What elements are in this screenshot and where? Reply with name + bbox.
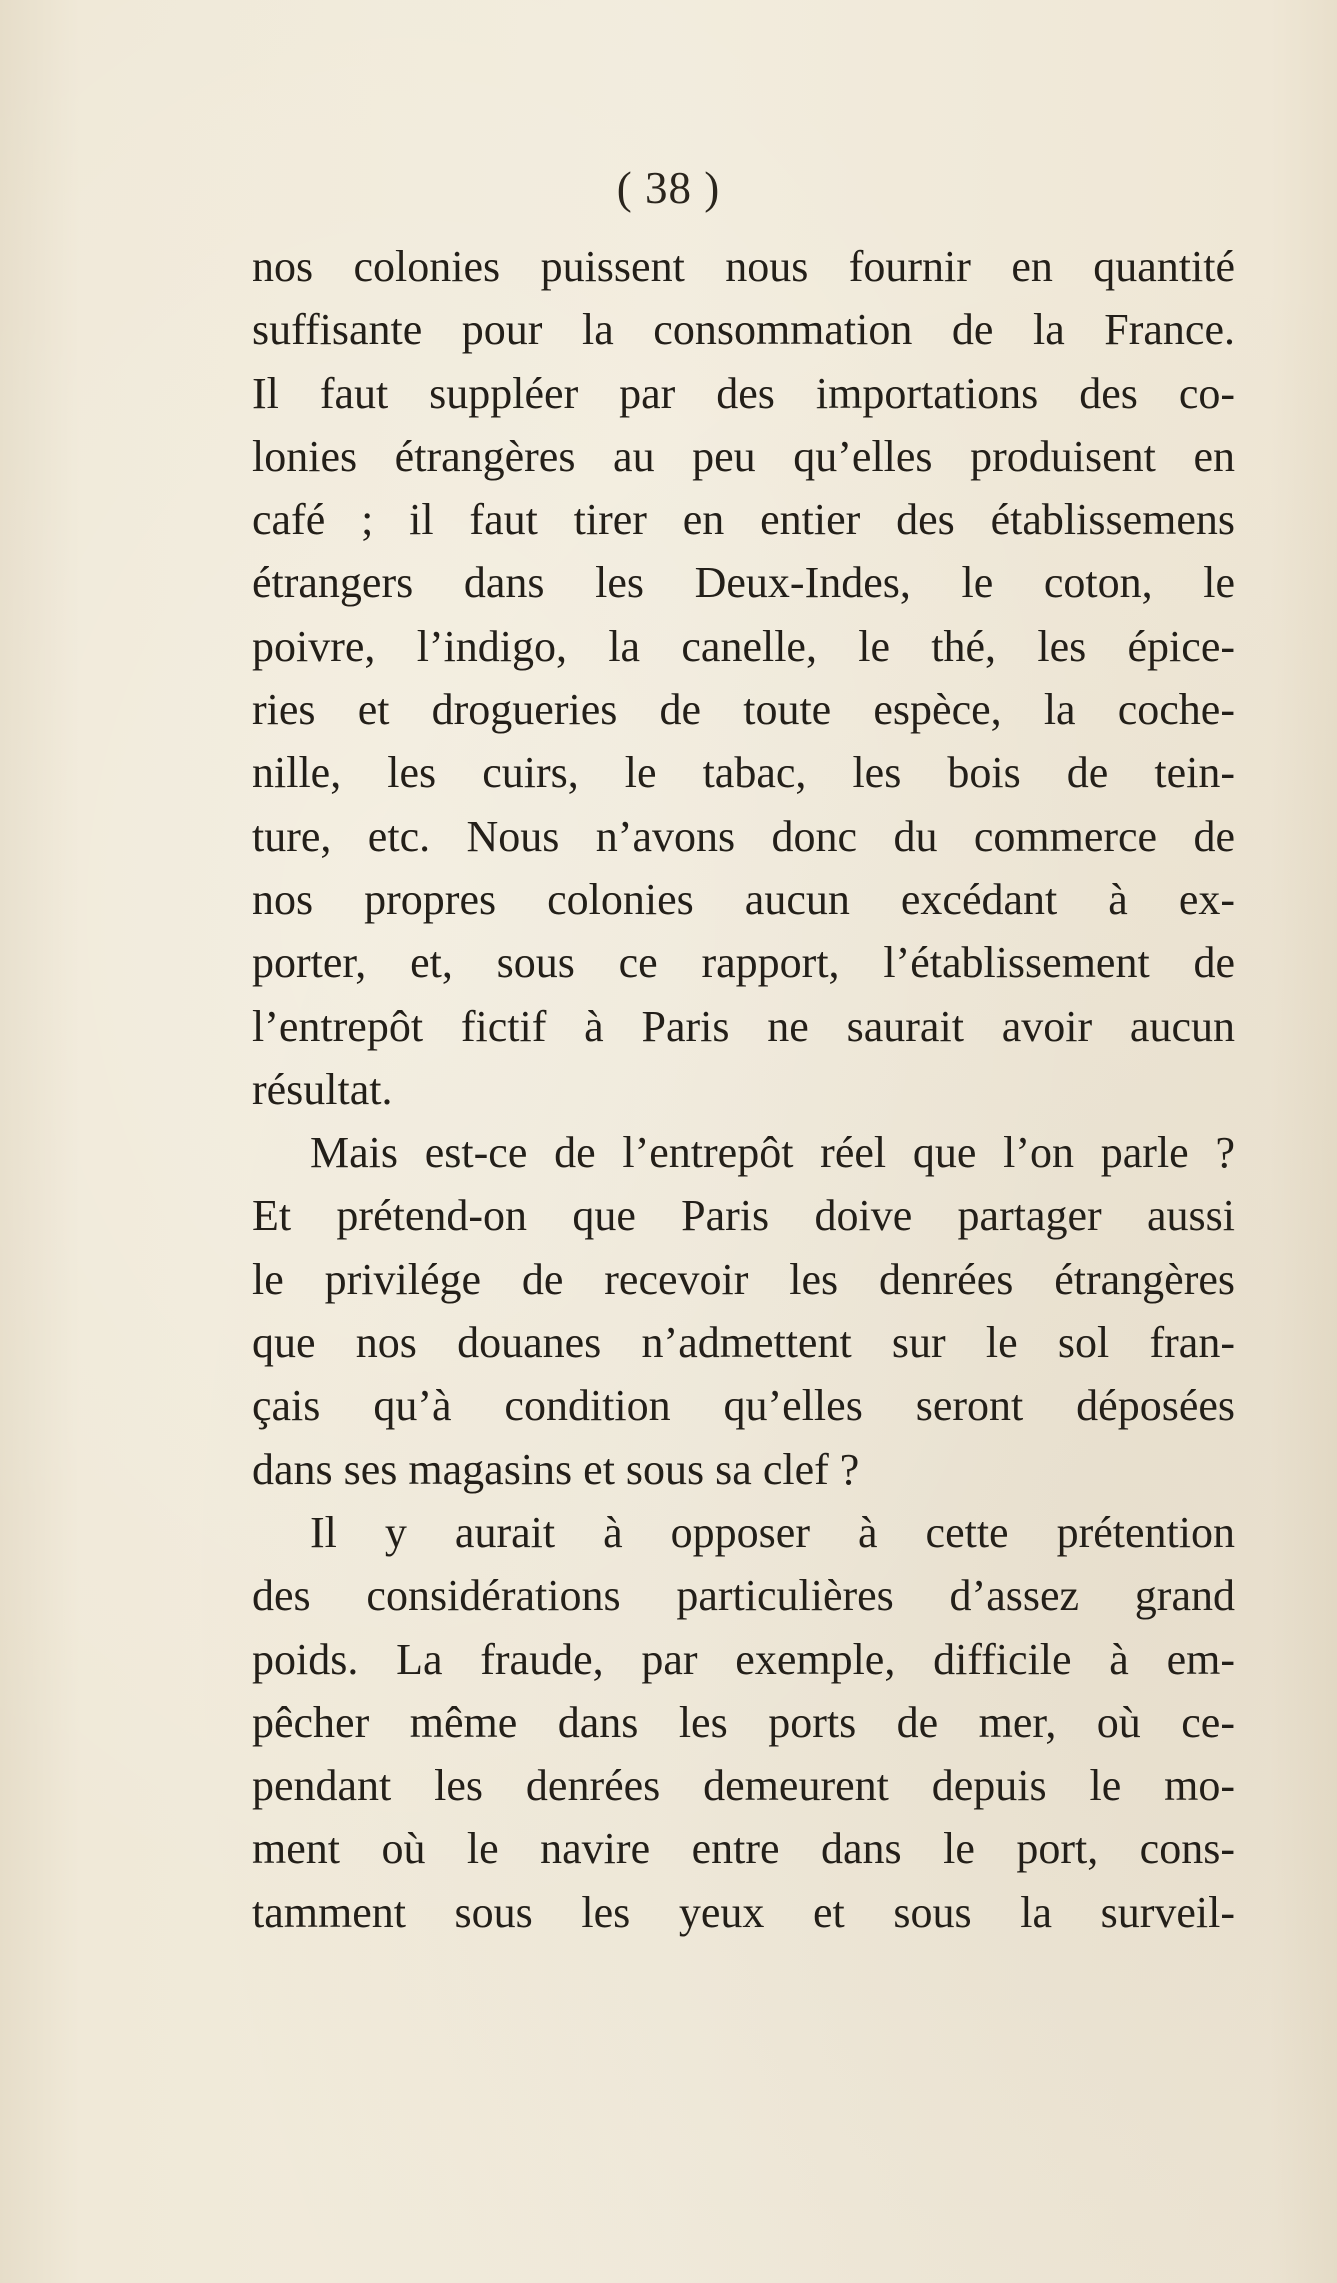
text-line: poivre, l’indigo, la canelle, le thé, les épice- [252, 621, 1235, 671]
text-line: nos colonies puissent nous fournir en quantité [252, 242, 1235, 291]
text-line: tamment sous les yeux et sous la surveil- [252, 1887, 1235, 1937]
text-line: pendant les denrées demeurent depuis le mo- [252, 1761, 1235, 1811]
text-line: des considérations particulières d’assez grand [252, 1571, 1235, 1621]
body-text [252, 235, 1235, 1944]
text-line: lonies étrangères au peu qu’elles produisent en [252, 431, 1235, 481]
text-line: suffisante pour la consommation de la France. [252, 305, 1235, 355]
text-line: résultat. [252, 1064, 393, 1114]
text-line: le privilége de recevoir les denrées étrangères [252, 1254, 1235, 1304]
text-line: nos propres colonies aucun excédant à ex- [252, 874, 1235, 924]
text-line: pêcher même dans les ports de mer, où ce- [252, 1697, 1235, 1747]
page-number: ( 38 ) [616, 163, 721, 213]
text-line: ture, etc. Nous n’avons donc du commerce de [252, 811, 1235, 861]
text-line: porter, et, sous ce rapport, l’établissement de [252, 938, 1235, 988]
text-line: ment où le navire entre dans le port, cons- [252, 1824, 1235, 1874]
text-line: café ; il faut tirer en entier des établissemens [252, 495, 1235, 545]
text-line: l’entrepôt fictif à Paris ne saurait avoir aucun [252, 1001, 1235, 1051]
text-line: que nos douanes n’admettent sur le sol fran- [252, 1318, 1235, 1368]
text-line: Et prétend-on que Paris doive partager aussi [252, 1191, 1235, 1241]
text-line: ries et drogueries de toute espèce, la coche- [252, 685, 1235, 735]
paragraph-first-line: Mais est-ce de l’entrepôt réel que l’on parle ? [310, 1128, 1235, 1178]
text-line: Il faut suppléer par des importations des co- [252, 368, 1235, 418]
paragraph-first-line: Il y aurait à opposer à cette prétention [310, 1507, 1235, 1557]
text-line: dans ses magasins et sous sa clef ? [252, 1444, 860, 1494]
text-line: çais qu’à condition qu’elles seront déposées [252, 1381, 1235, 1431]
text-line: poids. La fraude, par exemple, difficile à em- [252, 1634, 1235, 1684]
text-line: nille, les cuirs, le tabac, les bois de tein- [252, 748, 1235, 798]
text-line: étrangers dans les Deux-Indes, le coton, le [252, 558, 1235, 608]
